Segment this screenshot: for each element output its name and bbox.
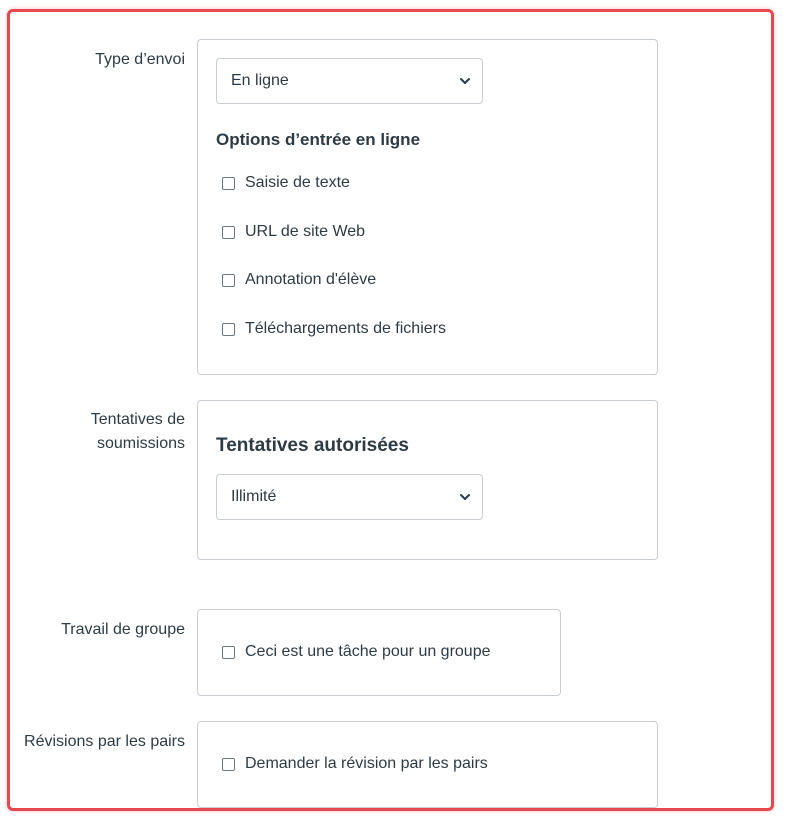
require-peer-reviews-label: Demander la révision par les pairs bbox=[245, 755, 488, 772]
option-file-uploads-label: Téléchargements de fichiers bbox=[245, 320, 446, 337]
submission-attempts-panel bbox=[197, 400, 658, 560]
submission-attempts-label bbox=[10, 408, 185, 456]
option-website-url-label: URL de site Web bbox=[245, 223, 366, 240]
checkbox-group-assignment[interactable] bbox=[222, 646, 235, 659]
submission-type-select[interactable] bbox=[216, 58, 483, 104]
option-text-entry[interactable] bbox=[222, 174, 350, 192]
allowed-attempts-select-value: Illimité bbox=[231, 488, 277, 505]
submission-attempts-label-line2: soumissions bbox=[96, 435, 185, 452]
group-assignment-option[interactable] bbox=[222, 643, 491, 661]
group-work-label: Travail de groupe bbox=[61, 621, 185, 638]
checkbox-require-peer-reviews[interactable] bbox=[222, 758, 235, 771]
submission-type-label: Type d’envoi bbox=[95, 51, 185, 68]
group-assignment-label: Ceci est une tâche pour un groupe bbox=[245, 643, 491, 660]
allowed-attempts-select[interactable] bbox=[216, 474, 483, 520]
checkbox-student-annotation[interactable] bbox=[222, 274, 235, 287]
option-text-entry-label: Saisie de texte bbox=[245, 174, 350, 191]
peer-reviews-panel bbox=[197, 721, 658, 808]
allowed-attempts-heading: Tentatives autorisées bbox=[216, 435, 409, 456]
highlight-frame bbox=[7, 9, 774, 811]
chevron-down-icon bbox=[458, 74, 472, 88]
option-website-url[interactable] bbox=[222, 223, 365, 241]
option-file-uploads[interactable] bbox=[222, 320, 446, 338]
submission-type-select-value: En ligne bbox=[231, 72, 289, 89]
online-options-heading: Options d’entrée en ligne bbox=[216, 130, 421, 149]
submission-attempts-label-line1: Tentatives de bbox=[90, 411, 185, 428]
checkbox-file-uploads[interactable] bbox=[222, 323, 235, 336]
chevron-down-icon bbox=[458, 490, 472, 504]
option-student-annotation-label: Annotation d'élève bbox=[245, 271, 377, 288]
option-student-annotation[interactable] bbox=[222, 271, 376, 289]
require-peer-reviews-option[interactable] bbox=[222, 755, 488, 773]
submission-type-panel bbox=[197, 39, 658, 375]
peer-reviews-label: Révisions par les pairs bbox=[24, 733, 185, 750]
group-work-panel bbox=[197, 609, 561, 696]
checkbox-text-entry[interactable] bbox=[222, 177, 235, 190]
checkbox-website-url[interactable] bbox=[222, 226, 235, 239]
